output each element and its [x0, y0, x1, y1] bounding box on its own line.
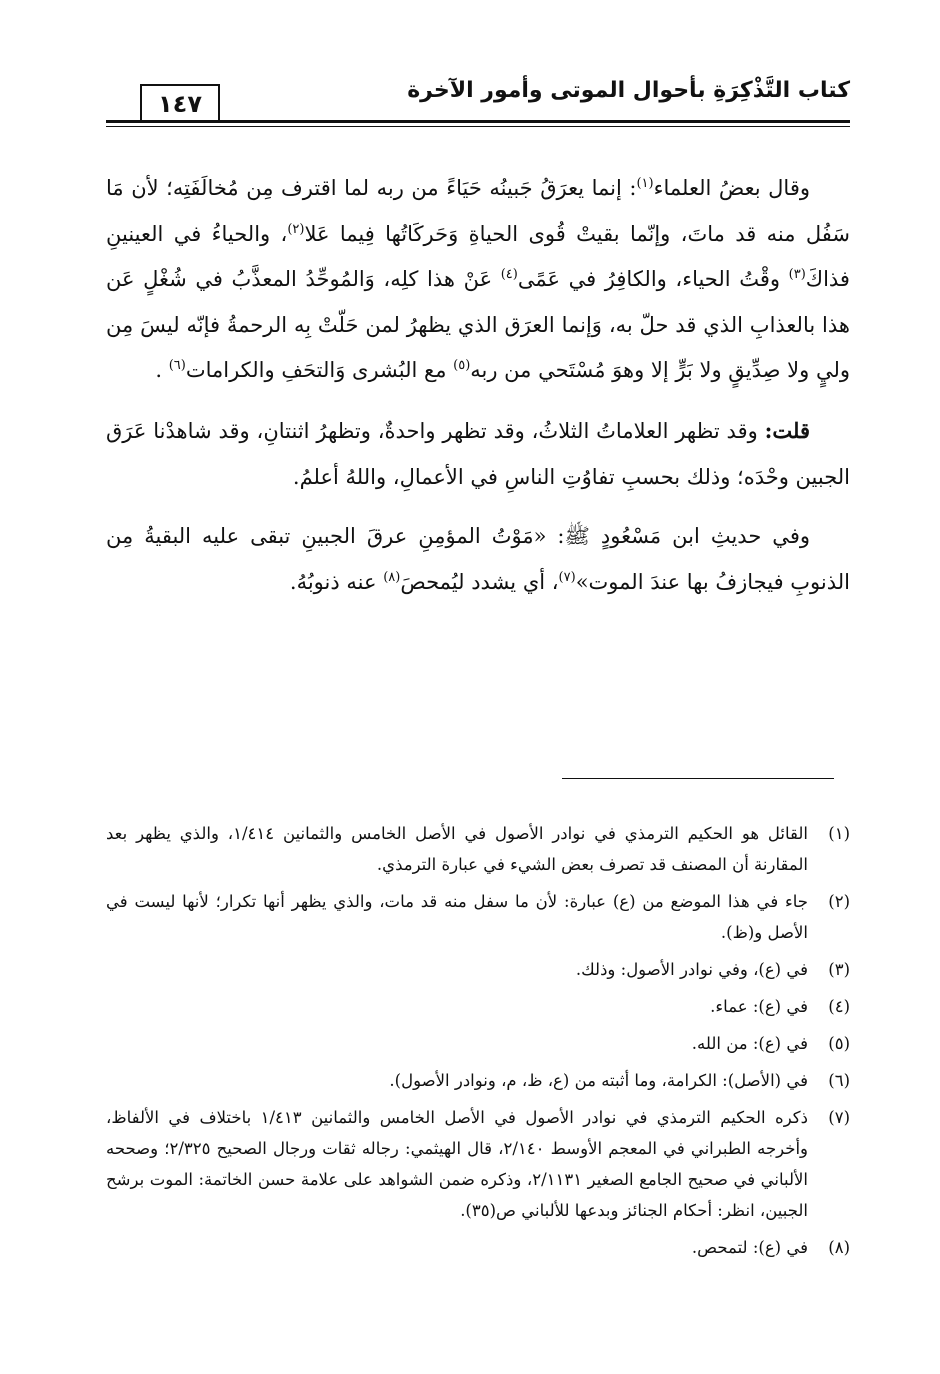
footnote — [106, 1065, 850, 1096]
footnote-number: (٢) — [828, 892, 850, 911]
paragraph-lead: قلت: — [764, 417, 810, 443]
footnote — [106, 954, 850, 985]
footnote-text: ذكره الحكيم الترمذي في نوادر الأصول في الأصل الخامس والثمانين ١/٤١٣ باختلاف في الألفاظ، وأخرجه الطبراني في المعجم الأوسط ٢/١٤٠، قال الهيثمي: رجاله ثقات ورجال الصحيح ٢/٣٢٥؛ وصححه الألباني في صحيح الجامع الصغير ٢/١١٣١، وذكره ضمن الشواهد على علامة حسن الخاتمة: الموت برشح الجبين، انظر: أحكام الجنائز وبدعها للألباني ص(٣٥). — [106, 1108, 809, 1220]
footnote — [106, 1232, 850, 1263]
footnote-ref: (١) — [636, 176, 654, 191]
footnote-ref: (٣) — [788, 267, 806, 283]
paragraph-text: وقد تظهر العلاماتُ الثلاثُ، وقد تظهر واحدةٌ، وتظهرُ اثنتانِ، وقد شاهدْنا عَرَق الجبين وحْدَه؛ وذلك بحسبِ تفاوُتِ الناسِ في الأعمالِ، واللهُ أعلمُ. — [106, 418, 850, 489]
footnote-ref: (٦) — [168, 358, 186, 374]
footnotes — [106, 818, 850, 1269]
paragraph-text: وقال بعضُ العلماء — [653, 176, 810, 200]
footnote-ref: (٧) — [558, 569, 576, 585]
footnote — [106, 991, 850, 1022]
footnote-number: (٦) — [828, 1071, 850, 1090]
header-rule — [106, 120, 850, 123]
paragraph-text: : إنما يعرَقُ جَبينُه حَيَاءً من ربه لما اقترف مِن مُخالَفَتِه؛ لأن مَا سَفُل منه قد ماتَ، وإنّما بقيتْ قُوى الحياةِ وَحَركَاتُها فِيما عَلا — [106, 176, 850, 246]
footnote-ref: (٨) — [383, 569, 401, 585]
footnote-number: (١) — [828, 824, 850, 843]
footnote — [106, 1102, 850, 1226]
footnote-separator — [562, 778, 834, 779]
footnote-text: في (ع): من الله. — [691, 1034, 808, 1053]
footnote — [106, 886, 850, 948]
paragraph-text: عَنْ هذا كلِه، وَالمُوحِّدُ المعذَّبُ في شُغْلٍ عَن هذا بالعذابِ الذي قد حلّ به، وَإنما العرَق الذي يظهرُ لمن حَلّتْ بِه الرحمةُ فإنّه ليسَ مِن وليٍ ولا صِدِّيقٍ ولا بَرٍّ إلا وهوَ مُسْتَحي من ربه — [106, 267, 850, 383]
footnote — [106, 818, 850, 880]
footnote-text: جاء في هذا الموضع من (ع) عبارة: لأن ما سفل منه قد مات، والذي يظهر أنها تكرار؛ لأنها ليست في الأصل و(ظ). — [106, 892, 808, 942]
footnote-ref: (٥) — [453, 358, 471, 374]
paragraph-text: ، أي يشدد ليُمحصَ — [400, 569, 559, 594]
paragraph-text: عنه ذنوبُهُ. — [289, 569, 384, 594]
footnote-ref: (٢) — [287, 221, 305, 237]
paragraph-text: ، والحياءُ في العينينِ فذاكَ — [106, 221, 850, 292]
footnote-number: (٧) — [828, 1108, 850, 1127]
footnote-number: (٨) — [828, 1238, 850, 1257]
page-number: ١٤٧ — [140, 84, 220, 122]
footnote-text: في (ع): لتمحص. — [691, 1238, 808, 1257]
footnote-text: القائل هو الحكيم الترمذي في نوادر الأصول في الأصل الخامس والثمانين ١/٤١٤، والذي يظهر بعد المقارنة أن المصنف قد تصرف بعض الشيء في عبارة الترمذي. — [106, 824, 809, 874]
running-header — [106, 74, 850, 134]
footnote-number: (٥) — [828, 1034, 850, 1053]
paragraph-text: وفي حديثِ ابن مَسْعُودٍ ﷺ: «مَوْتُ المؤمِنِ عرقَ الجبينِ تبقى عليه البقيةُ مِن الذنوبِ فيجازفُ بها عندَ الموت» — [106, 524, 850, 594]
footnote-text: في (ع)، وفي نوادر الأصول: وذلك. — [575, 960, 808, 979]
footnote-number: (٤) — [828, 997, 850, 1016]
footnote — [106, 1028, 850, 1059]
footnote-number: (٣) — [828, 960, 850, 979]
paragraph-text: وقْتُ الحياء، والكافِرُ في عَمًى — [517, 267, 789, 292]
paragraph — [106, 514, 850, 605]
main-text — [106, 166, 850, 619]
footnote-text: في (ع): عماء. — [710, 997, 808, 1016]
paragraph — [106, 408, 850, 500]
footnote-ref: (٤) — [500, 267, 518, 283]
footnote-text: في (الأصل): الكرامة، وما أثبته من (ع، ظ، م، ونوادر الأصول). — [389, 1071, 808, 1090]
paragraph — [106, 166, 850, 394]
paragraph-text: مع البُشرى وَالتحَفِ والكرامات — [185, 358, 454, 383]
header-rule-thin — [106, 126, 850, 127]
book-title: كتاب التَّذْكِرَةِ بأحوال الموتى وأمور الآخرة — [407, 78, 850, 103]
paragraph-text: . — [155, 358, 169, 383]
